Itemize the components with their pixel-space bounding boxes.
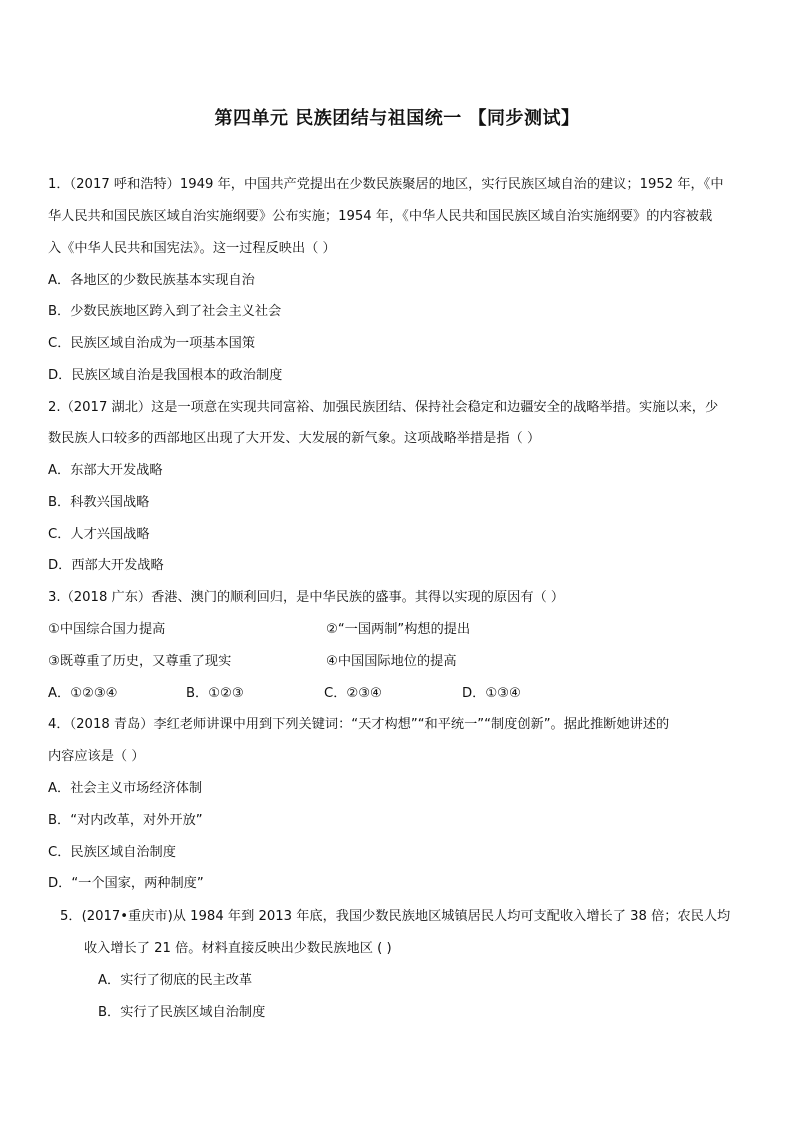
question-4-option-b: B．“对内改革，对外开放” xyxy=(48,813,203,828)
question-4-line-2: 内容应该是（ ） xyxy=(48,749,145,764)
question-2-line-1: 2.（2017 湖北）这是一项意在实现共同富裕、加强民族团结、保持社会稳定和边疆安全的战略举措。实施以来，少 xyxy=(48,400,719,415)
question-1-line-3: 入《中华人民共和国宪法》。这一过程反映出（ ） xyxy=(48,241,336,256)
question-3-item-3: ③既尊重了历史，又尊重了现实 xyxy=(48,654,232,669)
question-5-option-b: B．实行了民族区域自治制度 xyxy=(98,1005,266,1020)
question-2-option-d: D．西部大开发战略 xyxy=(48,558,164,573)
question-1-option-b: B．少数民族地区跨入到了社会主义社会 xyxy=(48,304,282,319)
question-3-option-b: B．①②③ xyxy=(186,686,244,701)
question-3-option-c: C．②③④ xyxy=(324,686,382,701)
question-4-option-a: A．社会主义市场经济体制 xyxy=(48,781,203,796)
question-5-option-a: A．实行了彻底的民主改革 xyxy=(98,973,253,988)
question-3-option-a: A．①②③④ xyxy=(48,686,118,701)
question-2-option-c: C．人才兴国战略 xyxy=(48,527,150,542)
question-1-option-a: A．各地区的少数民族基本实现自治 xyxy=(48,273,255,288)
page-title: 第四单元 民族团结与祖国统一 【同步测试】 xyxy=(214,108,580,129)
question-3-option-d: D．①③④ xyxy=(462,686,521,701)
question-4-option-d: D．“一个国家，两种制度” xyxy=(48,876,204,891)
question-1-line-2: 华人民共和国民族区域自治实施纲要》公布实施；1954 年，《中华人民共和国民族区域自治实施纲要》的内容被载 xyxy=(48,209,713,224)
question-5-line-2: 收入增长了 21 倍。材料直接反映出少数民族地区 ( ) xyxy=(84,941,392,956)
question-2-line-2: 数民族人口较多的西部地区出现了大开发、大发展的新气象。这项战略举措是指（ ） xyxy=(48,431,541,446)
question-3-line-1: 3.（2018 广东）香港、澳门的顺利回归，是中华民族的盛事。其得以实现的原因有（ ） xyxy=(48,590,565,605)
question-3-item-2: ②“一国两制”构想的提出 xyxy=(326,622,471,637)
question-5-line-1: 5．(2017•重庆市)从 1984 年到 2013 年底，我国少数民族地区城镇居民人均可支配收入增长了 38 倍；农民人均 xyxy=(60,909,731,924)
question-2-option-b: B．科教兴国战略 xyxy=(48,495,150,510)
question-4-line-1: 4．（2018 青岛）李红老师讲课中用到下列关键词：“天才构想”“和平统一”“制度创新”。据此推断她讲述的 xyxy=(48,717,670,732)
question-3-item-4: ④中国国际地位的提高 xyxy=(326,654,457,669)
question-1-option-d: D．民族区域自治是我国根本的政治制度 xyxy=(48,368,283,383)
question-1-line-1: 1．（2017 呼和浩特）1949 年，中国共产党提出在少数民族聚居的地区，实行民族区域自治的建议；1952 年，《中 xyxy=(48,177,724,192)
question-4-option-c: C．民族区域自治制度 xyxy=(48,845,176,860)
question-3-item-1: ①中国综合国力提高 xyxy=(48,622,166,637)
question-2-option-a: A．东部大开发战略 xyxy=(48,463,163,478)
question-1-option-c: C．民族区域自治成为一项基本国策 xyxy=(48,336,256,351)
